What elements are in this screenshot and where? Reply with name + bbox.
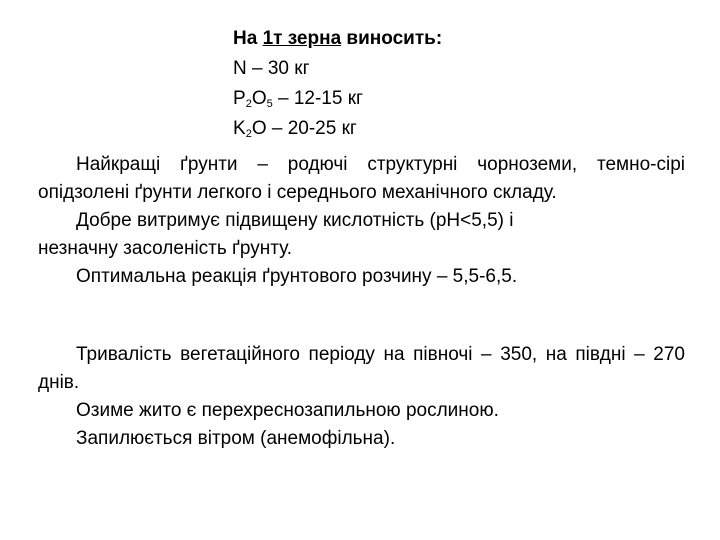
vegetation-paragraph: Тривалість вегетаційного періоду на півночі – 350, на півдні – 270 днів. <box>38 344 685 393</box>
title-suffix: виносить: <box>346 28 443 49</box>
o-subscript: 5 <box>266 98 273 110</box>
o-symbol: O <box>251 88 267 109</box>
wind-paragraph: Запилюється вітром (анемофільна). <box>76 428 396 449</box>
potassium-line <box>233 114 442 144</box>
p-symbol: P <box>233 88 246 109</box>
k-symbol: K <box>233 118 246 139</box>
k-subscript: 2 <box>245 128 252 140</box>
pollination-paragraph: Озиме жито є перехреснозапильною рослиною. <box>76 400 499 421</box>
nutrient-removal-block <box>233 24 442 144</box>
title-prefix: На <box>233 28 258 49</box>
soil-paragraph: Найкращі ґрунти – родючі структурні чорноземи, темно-сірі опідзолені ґрунти легкого і середнього механічного складу. <box>38 154 685 203</box>
reaction-paragraph: Оптимальна реакція ґрунтового розчину – 5,5-6,5. <box>76 266 518 287</box>
nutrient-removal-title <box>233 24 442 54</box>
acidity-line-2: незначну засоленість ґрунту. <box>38 238 293 259</box>
acidity-paragraph <box>38 207 685 263</box>
phosphorus-value: – 12-15 кг <box>272 88 363 109</box>
acidity-line-1: Добре витримує підвищену кислотність (рН<5,5) і <box>76 210 514 231</box>
phosphorus-line <box>233 84 442 114</box>
spacer <box>38 291 685 341</box>
potassium-value: O – 20-25 кг <box>251 118 357 139</box>
nitrogen-line: N – 30 кг <box>233 58 310 79</box>
title-underlined: 1т зерна <box>262 28 342 49</box>
body-text <box>38 151 685 453</box>
p-subscript: 2 <box>245 98 252 110</box>
